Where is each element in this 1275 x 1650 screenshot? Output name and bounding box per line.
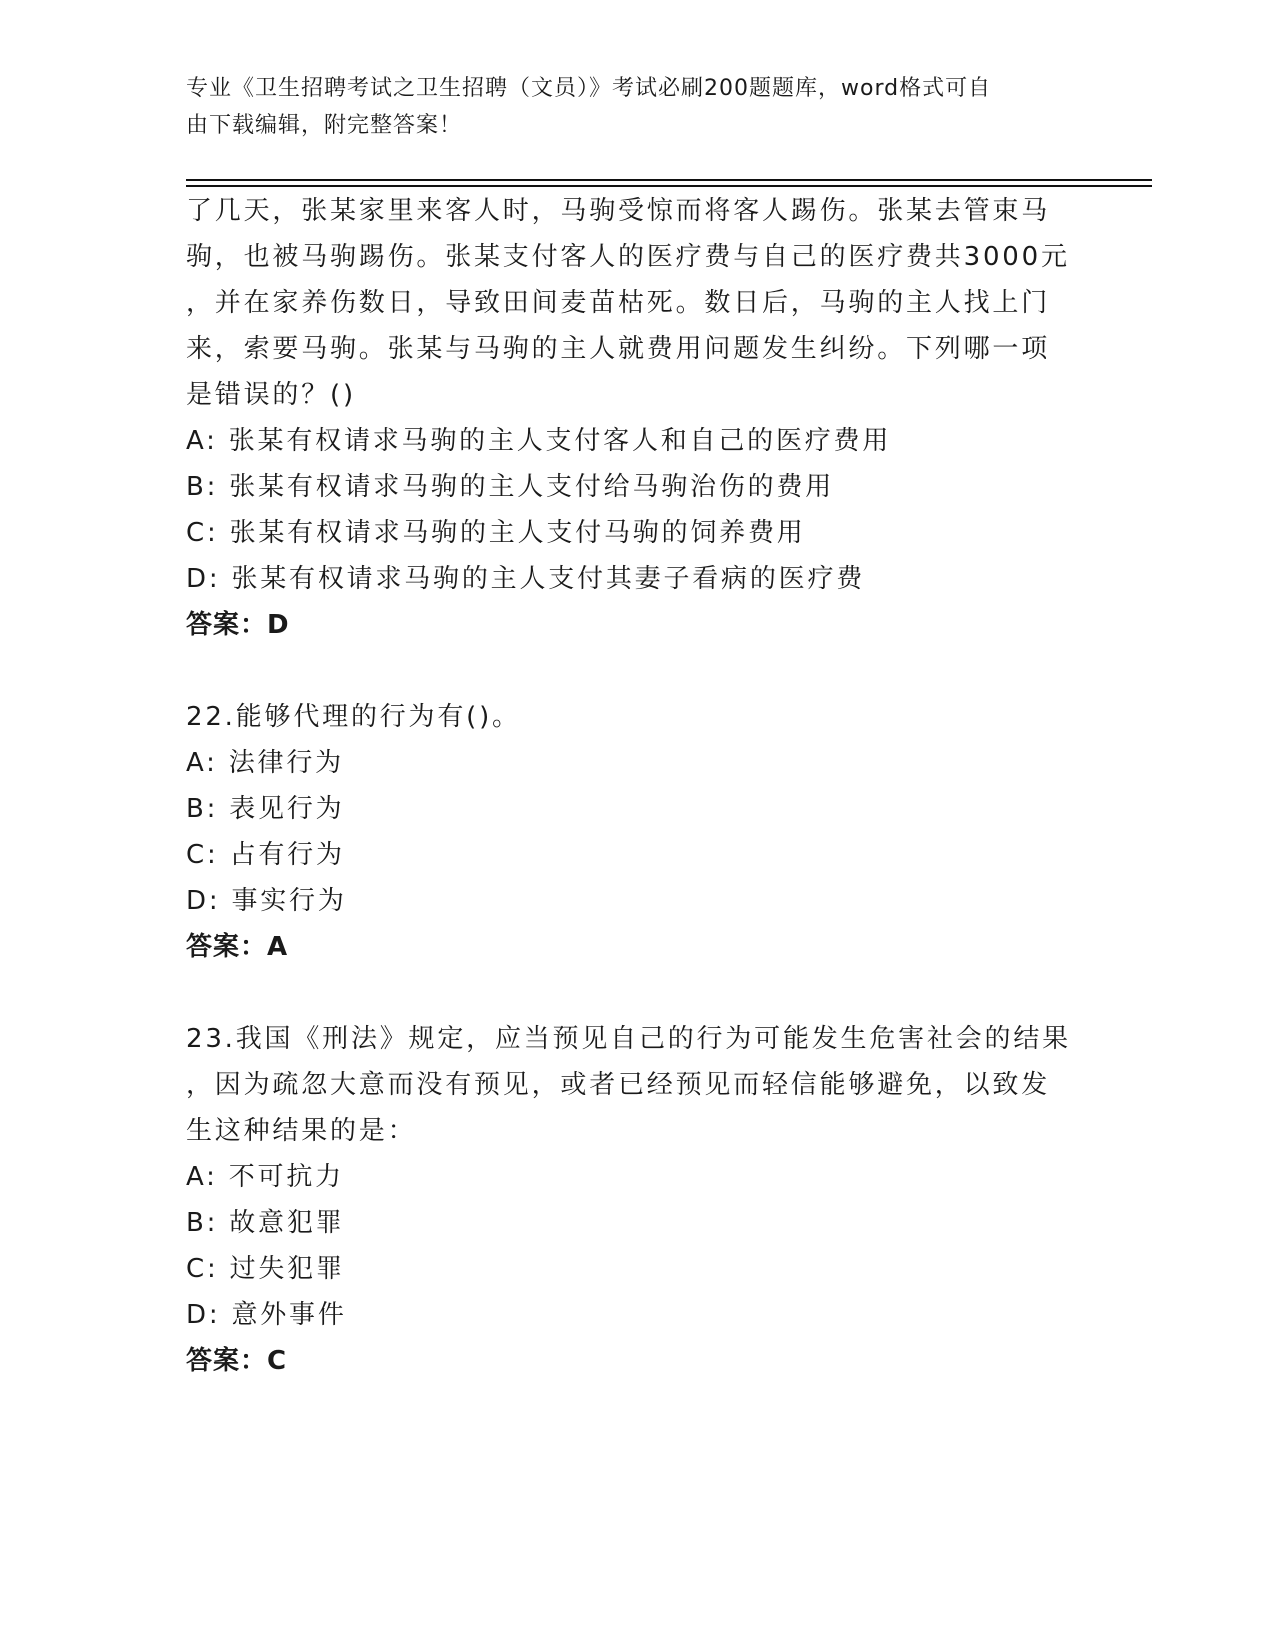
question-spacer xyxy=(186,648,1086,694)
option-d: D: 事实行为 xyxy=(186,886,347,916)
option-d: D: 张某有权请求马驹的主人支付其妻子看病的医疗费 xyxy=(186,564,866,594)
option-a: A: 张某有权请求马驹的主人支付客人和自己的医疗费用 xyxy=(186,426,892,456)
question-22 xyxy=(186,694,1086,970)
option-a: A: 不可抗力 xyxy=(186,1162,344,1192)
option-c: C: 过失犯罪 xyxy=(186,1254,345,1284)
question-stem-line: 生这种结果的是： xyxy=(186,1116,417,1146)
option-b: B: 表见行为 xyxy=(186,794,345,824)
question-stem-line: 23.我国《刑法》规定，应当预见自己的行为可能发生危害社会的结果 xyxy=(186,1024,1071,1054)
answer-line: 答案：A xyxy=(186,932,289,962)
option-c: C: 占有行为 xyxy=(186,840,345,870)
header-divider xyxy=(186,185,1152,187)
option-d: D: 意外事件 xyxy=(186,1300,347,1330)
header-line: 由下载编辑，附完整答案！ xyxy=(186,113,463,138)
question-stem-line: 22.能够代理的行为有()。 xyxy=(186,702,521,732)
question-spacer xyxy=(186,970,1086,1016)
option-a: A: 法律行为 xyxy=(186,748,344,778)
option-b: B: 张某有权请求马驹的主人支付给马驹治伤的费用 xyxy=(186,472,835,502)
question-stem-line: ，因为疏忽大意而没有预见，或者已经预见而轻信能够避免，以致发 xyxy=(186,1070,1051,1100)
document-header xyxy=(186,70,1066,144)
question-stem-line: 是错误的？() xyxy=(186,380,356,410)
answer-line: 答案：D xyxy=(186,610,290,640)
question-stem-line: 来，索要马驹。张某与马驹的主人就费用问题发生纠纷。下列哪一项 xyxy=(186,334,1051,364)
question-list xyxy=(186,188,1086,1384)
question-23 xyxy=(186,1016,1086,1384)
question-stem-line: ，并在家养伤数日，导致田间麦苗枯死。数日后，马驹的主人找上门 xyxy=(186,288,1051,318)
option-c: C: 张某有权请求马驹的主人支付马驹的饲养费用 xyxy=(186,518,806,548)
header-divider xyxy=(186,179,1152,181)
question-stem-line: 了几天，张某家里来客人时，马驹受惊而将客人踢伤。张某去管束马 xyxy=(186,196,1051,226)
question-21 xyxy=(186,188,1086,648)
header-line: 专业《卫生招聘考试之卫生招聘（文员）》考试必刷200题题库，word格式可自 xyxy=(186,76,992,101)
answer-line: 答案：C xyxy=(186,1346,288,1376)
option-b: B: 故意犯罪 xyxy=(186,1208,345,1238)
question-stem-line: 驹，也被马驹踢伤。张某支付客人的医疗费与自己的医疗费共3000元 xyxy=(186,242,1070,272)
